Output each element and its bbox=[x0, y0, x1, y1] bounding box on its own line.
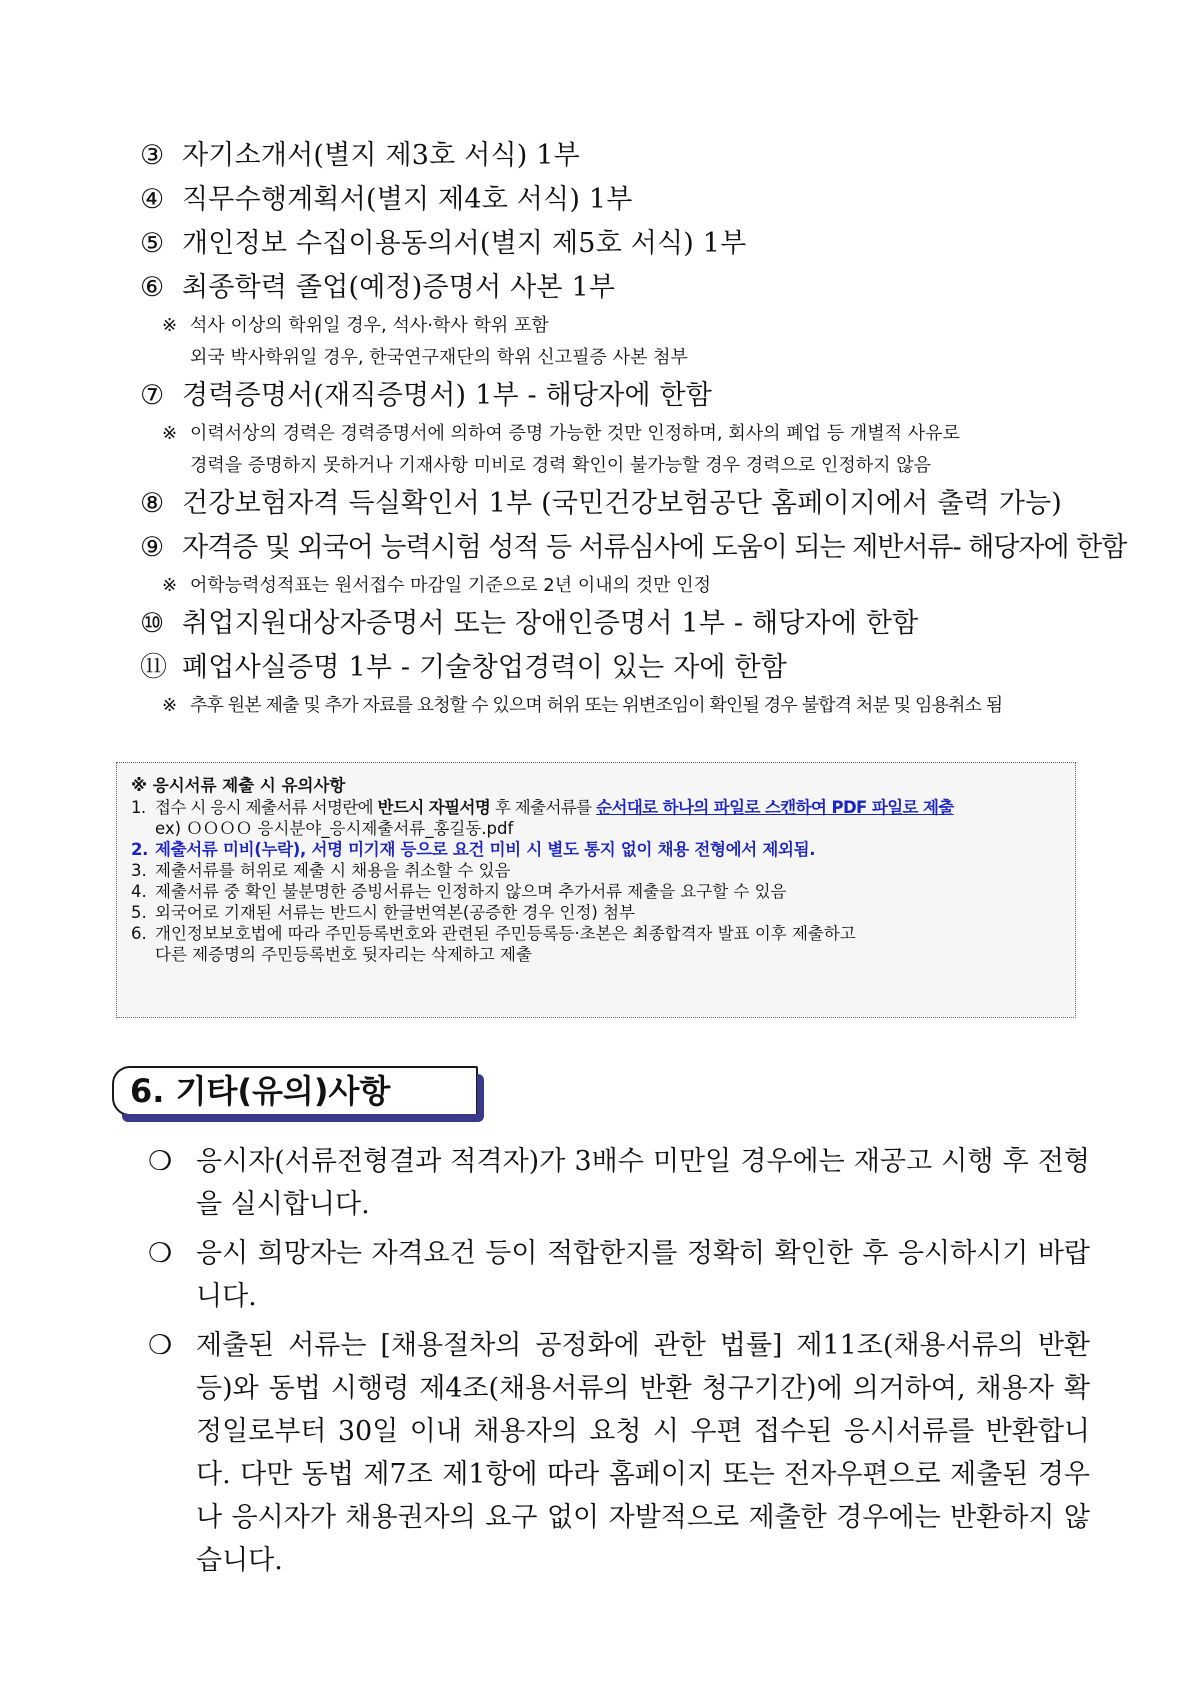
document-item-6: ⑥ 최종학력 졸업(예정)증명서 사본 1부 bbox=[140, 272, 616, 303]
notice-line-4: 4. 제출서류 중 확인 불분명한 증빙서류는 인정하지 않으며 추가서류 제출을 요구할 수 있음 bbox=[131, 882, 787, 901]
document-item-4: ④ 직무수행계획서(별지 제4호 서식) 1부 bbox=[140, 184, 633, 215]
notice-line-1: 1. 접수 시 응시 제출서류 서명란에 반드시 자필서명 후 제출서류를 순서대로 하나의 파일로 스캔하여 PDF 파일로 제출 bbox=[131, 798, 954, 817]
note-degree: ※ 석사 이상의 학위일 경우, 석사·학사 학위 포함 bbox=[162, 315, 549, 336]
note-degree-cont: 외국 박사학위일 경우, 한국연구재단의 학위 신고필증 사본 첨부 bbox=[190, 347, 688, 368]
notice-example: ex) ＯＯＯＯ 응시분야_응시제출서류_홍길동.pdf bbox=[155, 819, 514, 838]
notice-line-5: 5. 외국어로 기재된 서류는 반드시 한글번역본(공증한 경우 인정) 첨부 bbox=[131, 903, 635, 922]
circle-bullet-icon: ❍ bbox=[148, 1238, 173, 1269]
document-item-10: ⑩ 취업지원대상자증명서 또는 장애인증명서 1부 - 해당자에 한함 bbox=[140, 608, 919, 639]
note-original: ※ 추후 원본 제출 및 추가 자료를 요청할 수 있으며 허위 또는 위변조임이 확인될 경우 불합격 처분 및 임용취소 됨 bbox=[162, 695, 1003, 716]
notice-title: ※ 응시서류 제출 시 유의사항 bbox=[131, 776, 346, 795]
document-item-7: ⑦ 경력증명서(재직증명서) 1부 - 해당자에 한함 bbox=[140, 380, 713, 411]
document-item-8: ⑧ 건강보험자격 득실확인서 1부 (국민건강보험공단 홈페이지에서 출력 가능) bbox=[140, 488, 1062, 519]
document-item-11: ⑪ 폐업사실증명 1부 - 기술창업경력이 있는 자에 한함 bbox=[140, 652, 788, 683]
document-item-9: ⑨ 자격증 및 외국어 능력시험 성적 등 서류심사에 도움이 되는 제반서류- 해당자에 한함 bbox=[140, 532, 1127, 563]
notice-line-3: 3. 제출서류를 허위로 제출 시 채용을 취소할 수 있음 bbox=[131, 861, 511, 880]
submission-notice-box bbox=[116, 762, 1076, 1018]
notice-line-2: 2. 제출서류 미비(누락), 서명 미기재 등으로 요건 미비 시 별도 통지 없이 채용 전형에서 제외됨. bbox=[131, 840, 816, 859]
document-item-5: ⑤ 개인정보 수집이용동의서(별지 제5호 서식) 1부 bbox=[140, 228, 747, 259]
bullet-item-document-return: ❍ 제출된 서류는 [채용절차의 공정화에 관한 법률] 제11조(채용서류의 반환 등)와 동법 시행령 제4조(채용서류의 반환 청구기간)에 의거하여, 채용자 확정일로부터 30일 이내 채용자의 요청 시 우편 접수된 응시서류를 반환합니다. 다만 동법 제7조 제1항에 따라 홈페이지 또는 전자우편으로 제출된 경우나 응시자가 채용권자의 요구 없이 자발적으로 제출한 경우에는 반환하지 않습니다. bbox=[148, 1324, 1090, 1582]
bullet-item-eligibility: ❍ 응시 희망자는 자격요건 등이 적합한지를 정확히 확인한 후 응시하시기 바랍니다. bbox=[148, 1232, 1090, 1318]
bullet-item-reannouncement: ❍ 응시자(서류전형결과 적격자)가 3배수 미만일 경우에는 재공고 시행 후 전형을 실시합니다. bbox=[148, 1140, 1090, 1226]
note-language: ※ 어학능력성적표는 원서접수 마감일 기준으로 2년 이내의 것만 인정 bbox=[162, 575, 711, 596]
other-notes-list bbox=[148, 1140, 1090, 1588]
notice-line-6-cont: 다른 제증명의 주민등록번호 뒷자리는 삭제하고 제출 bbox=[155, 945, 532, 964]
required-documents-list bbox=[140, 134, 1127, 722]
circle-bullet-icon: ❍ bbox=[148, 1146, 173, 1177]
section-header bbox=[112, 1066, 478, 1116]
note-career: ※ 이력서상의 경력은 경력증명서에 의하여 증명 가능한 것만 인정하며, 회사의 폐업 등 개별적 사유로 bbox=[162, 423, 960, 444]
document-item-3: ③ 자기소개서(별지 제3호 서식) 1부 bbox=[140, 140, 580, 171]
notice-line-6: 6. 개인정보보호법에 따라 주민등록번호와 관련된 주민등록등·초본은 최종합격자 발표 이후 제출하고 bbox=[131, 924, 856, 943]
note-career-cont: 경력을 증명하지 못하거나 기재사항 미비로 경력 확인이 불가능할 경우 경력으로 인정하지 않음 bbox=[190, 455, 932, 476]
section-title: 6. 기타(유의)사항 bbox=[130, 1072, 391, 1110]
circle-bullet-icon: ❍ bbox=[148, 1330, 173, 1361]
